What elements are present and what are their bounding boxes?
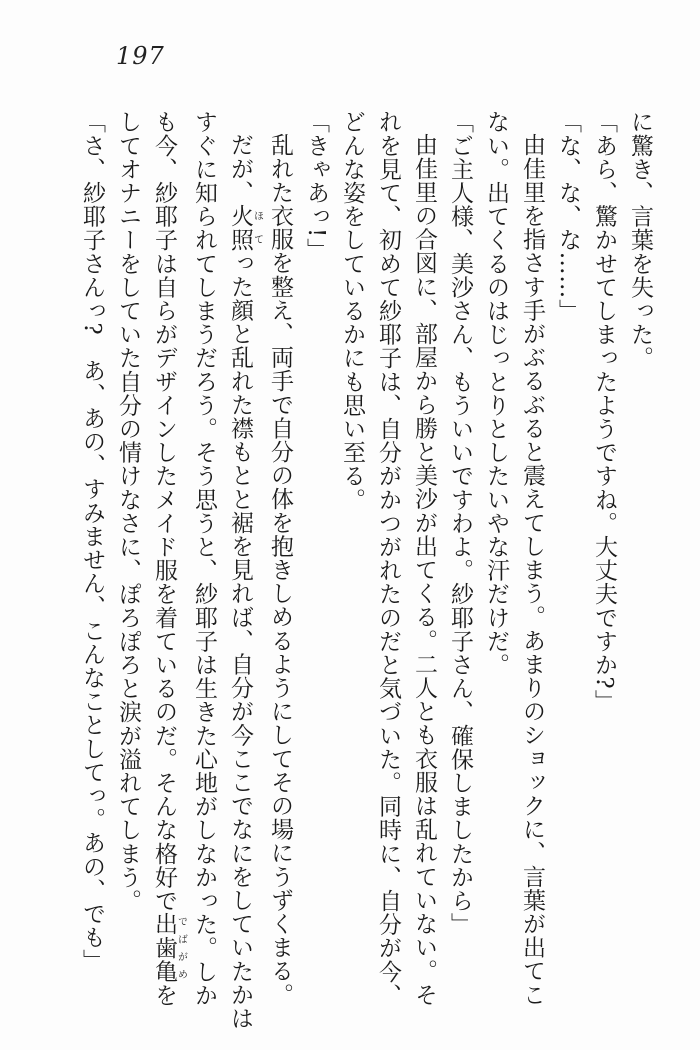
text-line: だが、火照ほてった顔と乱れた襟もとと裾を見れば、自分が今ここでなにをしていたかは (227, 133, 263, 1030)
vertical-text-block (74, 110, 658, 1030)
text-line: れを見て、初めて紗耶子は、自分がかつがれたのだと気づいた。同時に、自分が今、 (375, 110, 401, 1007)
text-line: すぐに知られてしまうだろう。そう思うと、紗耶子は生きた心地がしなかった。しか (191, 110, 217, 1007)
text-line: 「きゃあっ!」 (303, 110, 329, 262)
text-line: に驚き、言葉を失った。 (627, 110, 653, 370)
text-line: 「あら、驚かせてしまったようですね。大丈夫ですか?」 (591, 110, 617, 713)
text-line: 「ご主人様、美沙さん、もういいですわよ。紗耶子さん、確保しましたから」 (447, 110, 473, 936)
text-line: 由佳里を指さす手がぶるぶると震えてしまう。あまりのショックに、言葉が出てこ (519, 133, 545, 1007)
page-number: 197 (116, 42, 165, 70)
text-line: してオナニーをしていた自分の情けなさに、ぽろぽろと涙が溢れてしまう。 (115, 110, 141, 913)
ruby-annotated-word: 出歯亀でばがめ (151, 912, 187, 984)
text-line: 乱れた衣服を整え、両手で自分の体を抱きしめるようにしてその場にうずくまる。 (267, 133, 293, 1007)
text-line: も今、紗耶子は自らがデザインしたメイド服を着ているのだ。そんな格好で出歯亀でばがめを (151, 110, 187, 1007)
ruby-annotated-word: 火照ほて (227, 203, 263, 252)
text-line: ない。出てくるのはじっとりとしたいやな汗だけだ。 (483, 110, 509, 677)
text-line: 「さ、紗耶子さんっ? あ、あの、すみません、こんなことしてっ。あの、でも」 (79, 110, 105, 973)
text-line: 「な、な、な……」 (555, 110, 581, 323)
text-line: どんな姿をしているかにも思い至る。 (339, 110, 365, 512)
text-line: 由佳里の合図に、部屋から勝と美沙が出てくる。二人とも衣服は乱れていない。そ (411, 133, 437, 1007)
